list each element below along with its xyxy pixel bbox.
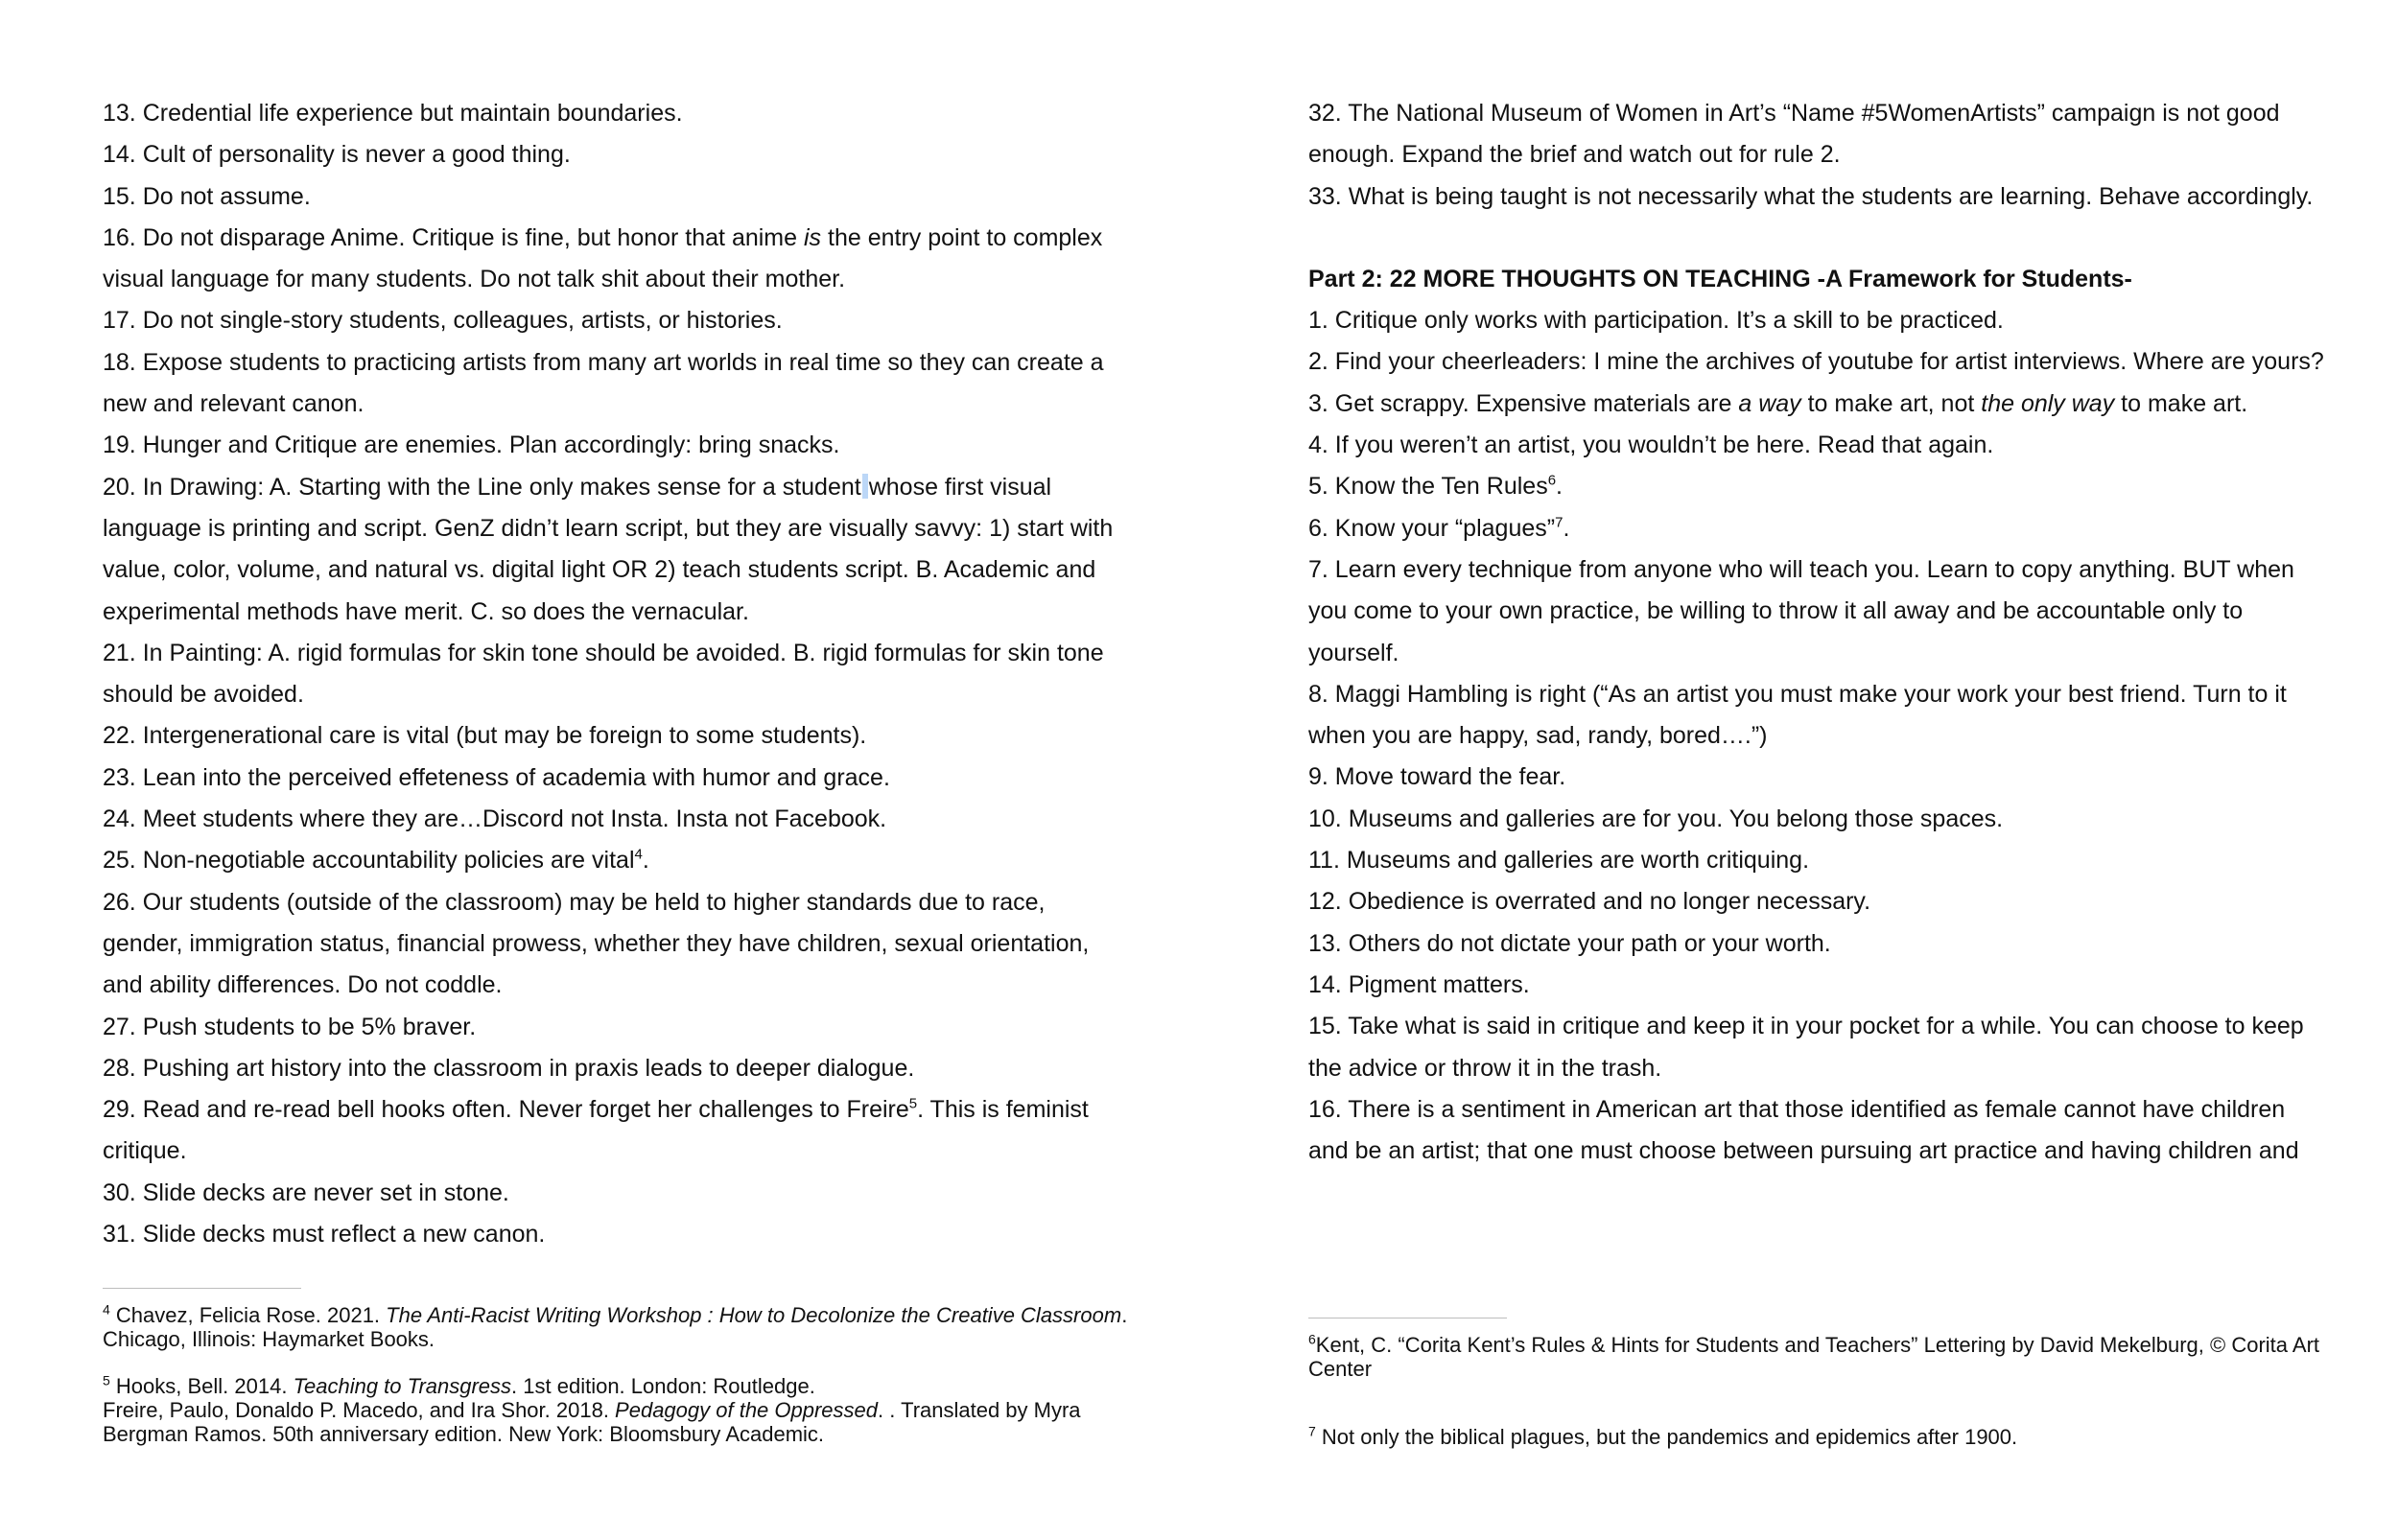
paragraph-gap (1308, 218, 2325, 259)
footnote-text: . . Translated by Myra Bergman Ramos. 50th anniversary edition. New York: Bloomsbury Academic. (103, 1398, 1081, 1446)
footnote-text: . Chicago, Illinois: Haymarket Books. (103, 1303, 1128, 1351)
item-text: 13. Others do not dictate your path or your worth. (1308, 929, 1831, 957)
footnote-5 (103, 1374, 1129, 1398)
left-footnotes (103, 1303, 1129, 1446)
list-item (103, 1007, 1115, 1048)
item-text: 15. Take what is said in critique and keep it in your pocket for a while. You can choose to keep the advice or throw it in the trash. (1308, 1013, 2304, 1082)
item-text: 29. Read and re-read bell hooks often. Never forget her challenges to Freire (103, 1096, 909, 1124)
item-text: 15. Do not assume. (103, 182, 311, 210)
footnote-ref[interactable]: 6 (1547, 473, 1557, 490)
text-cursor (862, 474, 868, 499)
list-item (103, 342, 1115, 426)
item-italic: a way (1738, 389, 1801, 417)
list-item (1308, 965, 2325, 1006)
item-text: . (1563, 514, 1570, 542)
item-text: 16. There is a sentiment in American art that those identified as female cannot have children and be an artist; that one must choose between pursuing art practice and having children and (1308, 1095, 2299, 1165)
footnote-6 (1308, 1333, 2325, 1381)
item-text: 12. Obedience is overrated and no longer necessary. (1308, 888, 1871, 916)
item-text: 32. The National Museum of Women in Art’s “Name #5WomenArtists” campaign is not good enough. Expand the brief and watch out for rule 2. (1308, 100, 2280, 169)
list-item (1308, 1089, 2325, 1173)
right-footnotes (1308, 1333, 2325, 1449)
item-text: 7. Learn every technique from anyone who will teach you. Learn to copy anything. BUT when you come to your own practice, be willing to throw it all away and be accountable only to yourself. (1308, 555, 2294, 666)
footnote-text: Kent, C. “Corita Kent’s Rules & Hints for Students and Teachers” Lettering by David Mekelburg, © Corita Art Center (1308, 1333, 2320, 1381)
item-text: 18. Expose students to practicing artists from many art worlds in real time so they can create a new and relevant canon. (103, 348, 1104, 418)
footnote-4 (103, 1303, 1129, 1351)
item-italic: is (803, 223, 822, 251)
list-item (1308, 466, 2325, 507)
item-text: 1. Critique only works with participation. It’s a skill to be practiced. (1308, 307, 2004, 335)
list-item (103, 1173, 1115, 1214)
item-text: 14. Pigment matters. (1308, 970, 1530, 998)
item-text: to make art, not (1800, 389, 1982, 417)
item-text: 21. In Painting: A. rigid formulas for skin tone should be avoided. B. rigid formulas for skin tone should be avoided. (103, 639, 1104, 709)
list-item (103, 1089, 1115, 1173)
item-text: 11. Museums and galleries are worth critiquing. (1308, 847, 1810, 875)
item-text: 31. Slide decks must reflect a new canon. (103, 1221, 546, 1248)
item-text: 6. Know your “plagues” (1308, 514, 1556, 542)
list-item (103, 758, 1115, 799)
list-item (103, 467, 1115, 633)
item-text: 28. Pushing art history into the classroom in praxis leads to deeper dialogue. (103, 1054, 915, 1082)
list-item (103, 840, 1115, 881)
item-text: 24. Meet students where they are…Discord not Insta. Insta not Facebook. (103, 805, 887, 833)
footnote-mark: 6 (1308, 1331, 1316, 1347)
list-item (103, 425, 1115, 466)
item-text: 9. Move toward the fear. (1308, 763, 1566, 791)
section-heading: Part 2: 22 MORE THOUGHTS ON TEACHING -A Framework for Students- (1308, 265, 2132, 292)
item-text: 16. Do not disparage Anime. Critique is fine, but honor that anime (103, 223, 804, 251)
list-item (1308, 923, 2325, 965)
footnote-text: Hooks, Bell. 2014. (109, 1374, 294, 1398)
footnote-text: Freire, Paulo, Donaldo P. Macedo, and Ira Shor. 2018. (103, 1398, 616, 1422)
left-column (103, 93, 1115, 1255)
list-item (103, 715, 1115, 757)
item-text: 22. Intergenerational care is vital (but may be foreign to some students). (103, 722, 867, 750)
item-text: 30. Slide decks are never set in stone. (103, 1178, 509, 1206)
item-text: the entry point to complex visual language for many students. Do not talk shit about their mother. (103, 223, 1103, 293)
item-text: . This is feminist critique. (103, 1096, 1089, 1165)
list-item (1308, 341, 2325, 383)
item-text: 5. Know the Ten Rules (1308, 473, 1548, 501)
footnote-5-continued (103, 1398, 1129, 1446)
item-text: 23. Lean into the perceived effeteness of academia with humor and grace. (103, 763, 890, 791)
footnote-title: Pedagogy of the Oppressed (615, 1398, 879, 1422)
list-item (103, 1048, 1115, 1089)
list-item (1308, 757, 2325, 798)
right-column (1308, 93, 2325, 1172)
list-item (103, 134, 1115, 175)
item-text: 17. Do not single-story students, colleagues, artists, or histories. (103, 307, 783, 335)
item-text: 13. Credential life experience but maintain boundaries. (103, 100, 683, 127)
list-item (103, 218, 1115, 301)
footnote-text: . 1st edition. London: Routledge. (511, 1374, 815, 1398)
item-text: 25. Non-negotiable accountability policies are vital (103, 847, 635, 875)
item-text: whose first visual language is printing and script. GenZ didn’t learn script, but they are visually savvy: 1) start with value, color, volume, and natural vs. digital light OR 2) teach students script. B. Academic and experimental methods have merit. C. so does the vernacular. (103, 473, 1114, 625)
item-text: 8. Maggi Hambling is right (“As an artist you must make your work your best friend. Turn to it when you are happy, sad, randy, bored….”) (1308, 680, 2287, 750)
footnote-ref[interactable]: 7 (1555, 514, 1563, 531)
list-item (103, 799, 1115, 840)
list-item (103, 300, 1115, 341)
list-item (1308, 176, 2325, 218)
list-item (1308, 840, 2325, 881)
list-item (103, 882, 1115, 1007)
item-text: . (642, 847, 649, 875)
list-item (1308, 300, 2325, 341)
item-text: 20. In Drawing: A. Starting with the Line only makes sense for a student (103, 473, 861, 501)
item-text: 14. Cult of personality is never a good thing. (103, 141, 571, 169)
item-text: 19. Hunger and Critique are enemies. Plan accordingly: bring snacks. (103, 432, 840, 459)
item-text: 10. Museums and galleries are for you. You belong those spaces. (1308, 805, 2004, 832)
list-item (103, 176, 1115, 218)
footnote-mark: 7 (1308, 1423, 1316, 1439)
item-text: 3. Get scrappy. Expensive materials are (1308, 389, 1739, 417)
footnote-title: Teaching to Transgress (293, 1374, 512, 1398)
list-item (1308, 1006, 2325, 1089)
list-item (103, 1214, 1115, 1255)
list-item (103, 633, 1115, 716)
list-item (1308, 508, 2325, 549)
item-text: . (1556, 473, 1563, 501)
item-text: to make art. (2114, 389, 2248, 417)
list-item (1308, 93, 2325, 176)
footnote-title: The Anti-Racist Writing Workshop : How to Decolonize the Creative Classroom (386, 1303, 1122, 1327)
list-item (1308, 549, 2325, 674)
item-text: 2. Find your cheerleaders: I mine the archives of youtube for artist interviews. Where are yours? (1308, 348, 2324, 376)
item-text: 33. What is being taught is not necessarily what the students are learning. Behave accordingly. (1308, 182, 2314, 210)
list-item (103, 93, 1115, 134)
list-item (1308, 799, 2325, 840)
footnote-7 (1308, 1425, 2325, 1449)
footnote-divider (103, 1288, 301, 1289)
item-text: 4. If you weren’t an artist, you wouldn’t be here. Read that again. (1308, 432, 1994, 459)
footnote-text: Chavez, Felicia Rose. 2021. (109, 1303, 387, 1327)
item-italic: the only way (1981, 389, 2115, 417)
list-item (1308, 674, 2325, 758)
footnote-mark: 5 (103, 1372, 110, 1388)
item-text: 26. Our students (outside of the classroom) may be held to higher standards due to race, gender, immigration status, financial prowess, whether they have children, sexual orientation, and ability differences. Do not coddle. (103, 888, 1090, 999)
item-text: 27. Push students to be 5% braver. (103, 1013, 477, 1040)
footnote-text: Not only the biblical plagues, but the pandemics and epidemics after 1900. (1315, 1425, 2018, 1449)
footnote-ref[interactable]: 4 (634, 847, 643, 864)
right-page (1199, 0, 2398, 1540)
footnote-mark: 4 (103, 1301, 110, 1318)
list-item (1308, 881, 2325, 922)
list-item (1308, 384, 2325, 425)
list-item (1308, 425, 2325, 466)
footnote-ref[interactable]: 5 (908, 1095, 918, 1112)
